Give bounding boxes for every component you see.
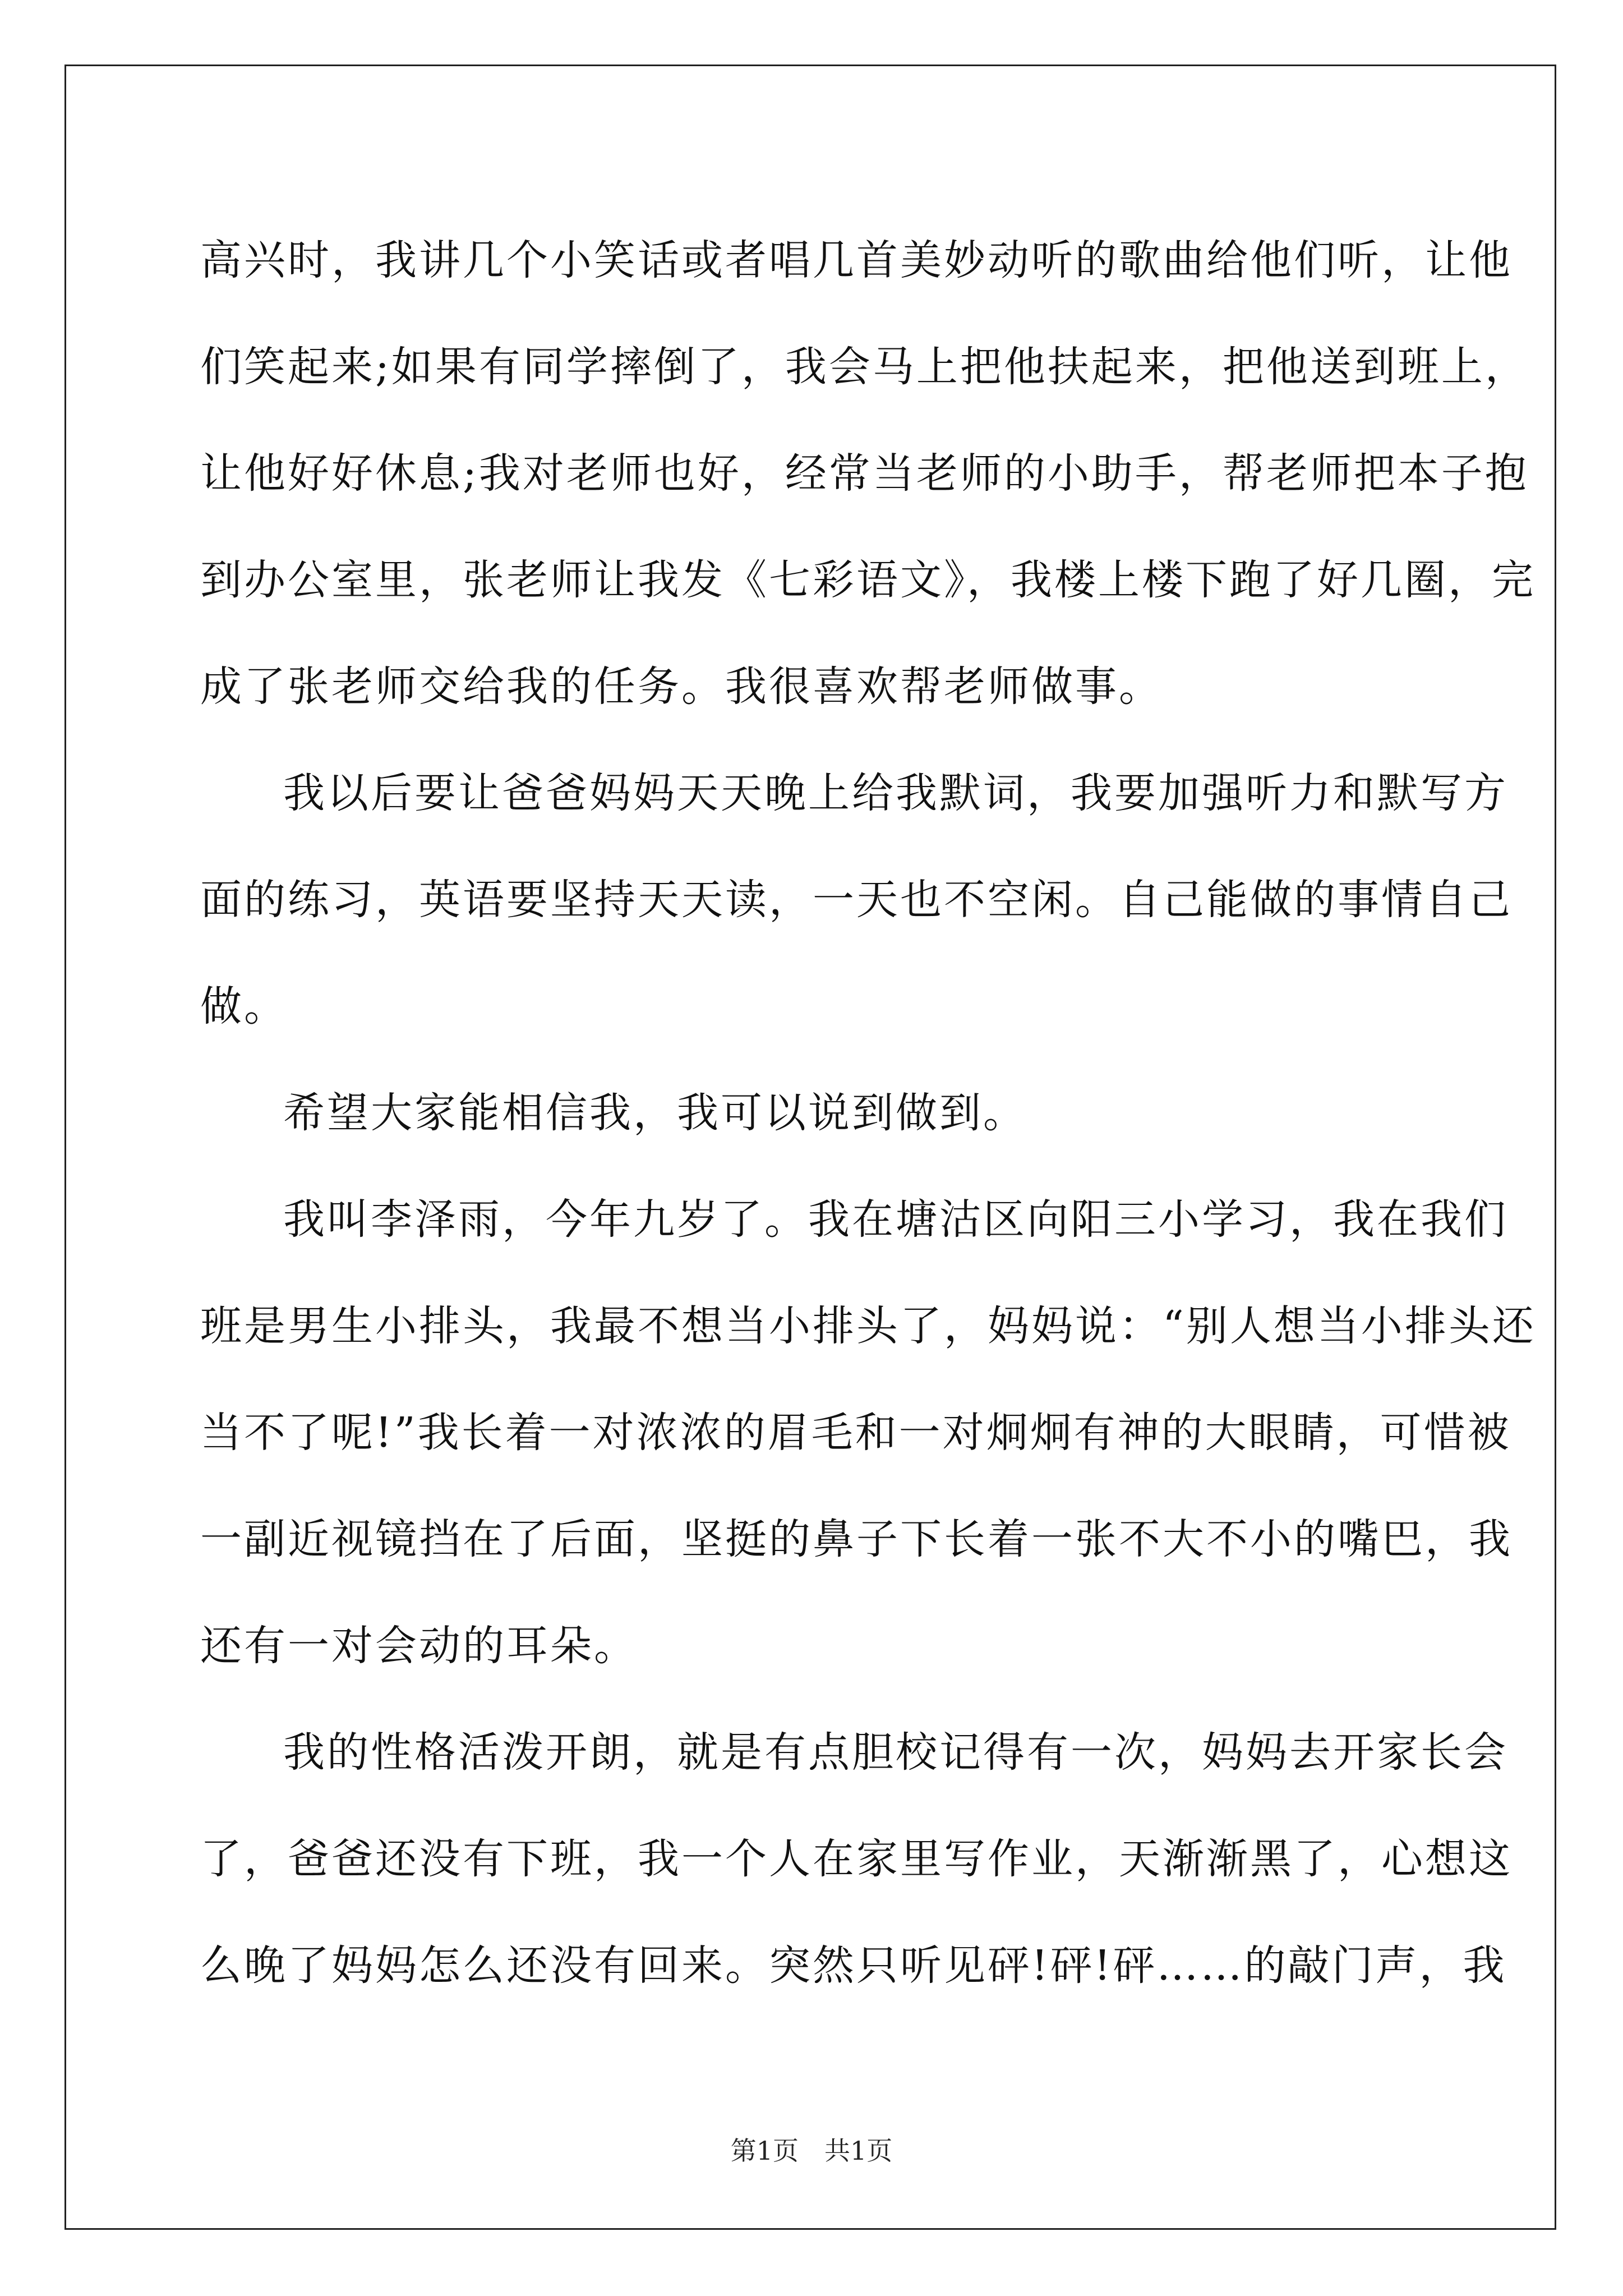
text-line-content: 们笑起来;如果有同学摔倒了，我会马上把他扶起来，把他送到班上， [200,343,1529,391]
text-line [200,1163,1508,1269]
document-body [200,204,1536,2016]
text-line [200,523,1536,630]
text-line-content: 让他好好休息;我对老师也好，经常当老师的小助手，帮老师把本子抱 [200,449,1529,498]
text-line-content: 班是男生小排头，我最不想当小排头了，妈妈说：“别人想当小排头还 [200,1302,1536,1350]
text-line [200,1483,1513,1589]
text-line-content: 我的性格活泼开朗，就是有点胆校记得有一次，妈妈去开家长会 [283,1728,1508,1777]
text-line-content: 一副近视镜挡在了后面，坚挺的鼻子下长着一张不大不小的嘴巴，我 [200,1515,1513,1563]
text-line-content: 成了张老师交给我的任务。我很喜欢帮老师做事。 [200,662,1163,711]
text-line-content: 还有一对会动的耳朵。 [200,1622,638,1670]
text-line [200,843,1513,950]
text-line [200,1056,1453,1163]
page-footer: 第1页 共1页 [730,2136,893,2166]
text-line [200,204,1513,310]
text-line [200,1909,1507,2016]
text-line-content: 高兴时，我讲几个小笑话或者唱几首美妙动听的歌曲给他们听，让他 [200,236,1513,284]
text-line-content: 我以后要让爸爸妈妈天天晚上给我默词，我要加强听力和默写方 [283,769,1508,817]
text-line-content: 到办公室里，张老师让我发《七彩语文》，我楼上楼下跑了好几圈，完 [200,556,1536,604]
text-line-content: 面的练习，英语要坚持天天读，一天也不空闲。自己能做的事情自己 [200,876,1513,924]
text-line [200,417,1529,523]
text-line-content: 我叫李泽雨，今年九岁了。我在塘沽区向阳三小学习，我在我们 [283,1195,1508,1244]
text-line [200,1589,1453,1696]
text-line [200,310,1529,417]
text-line-content: 了，爸爸还没有下班，我一个人在家里写作业，天渐渐黑了，心想这 [200,1835,1513,1883]
text-line [200,1802,1513,1909]
text-line [200,737,1508,843]
text-line [200,1696,1508,1802]
text-line-content: 做。 [200,982,288,1030]
text-line [200,950,1453,1056]
text-line-content: 么晚了妈妈怎么还没有回来。突然只听见砰!砰!砰……的敲门声，我 [200,1941,1507,1990]
text-line-content: 当不了呢!”我长着一对浓浓的眉毛和一对炯炯有神的大眼睛，可惜被 [200,1409,1511,1457]
text-line-content: 希望大家能相信我，我可以说到做到。 [283,1089,1027,1137]
text-line [200,1376,1511,1483]
text-line [200,630,1453,737]
text-line [200,1269,1536,1376]
